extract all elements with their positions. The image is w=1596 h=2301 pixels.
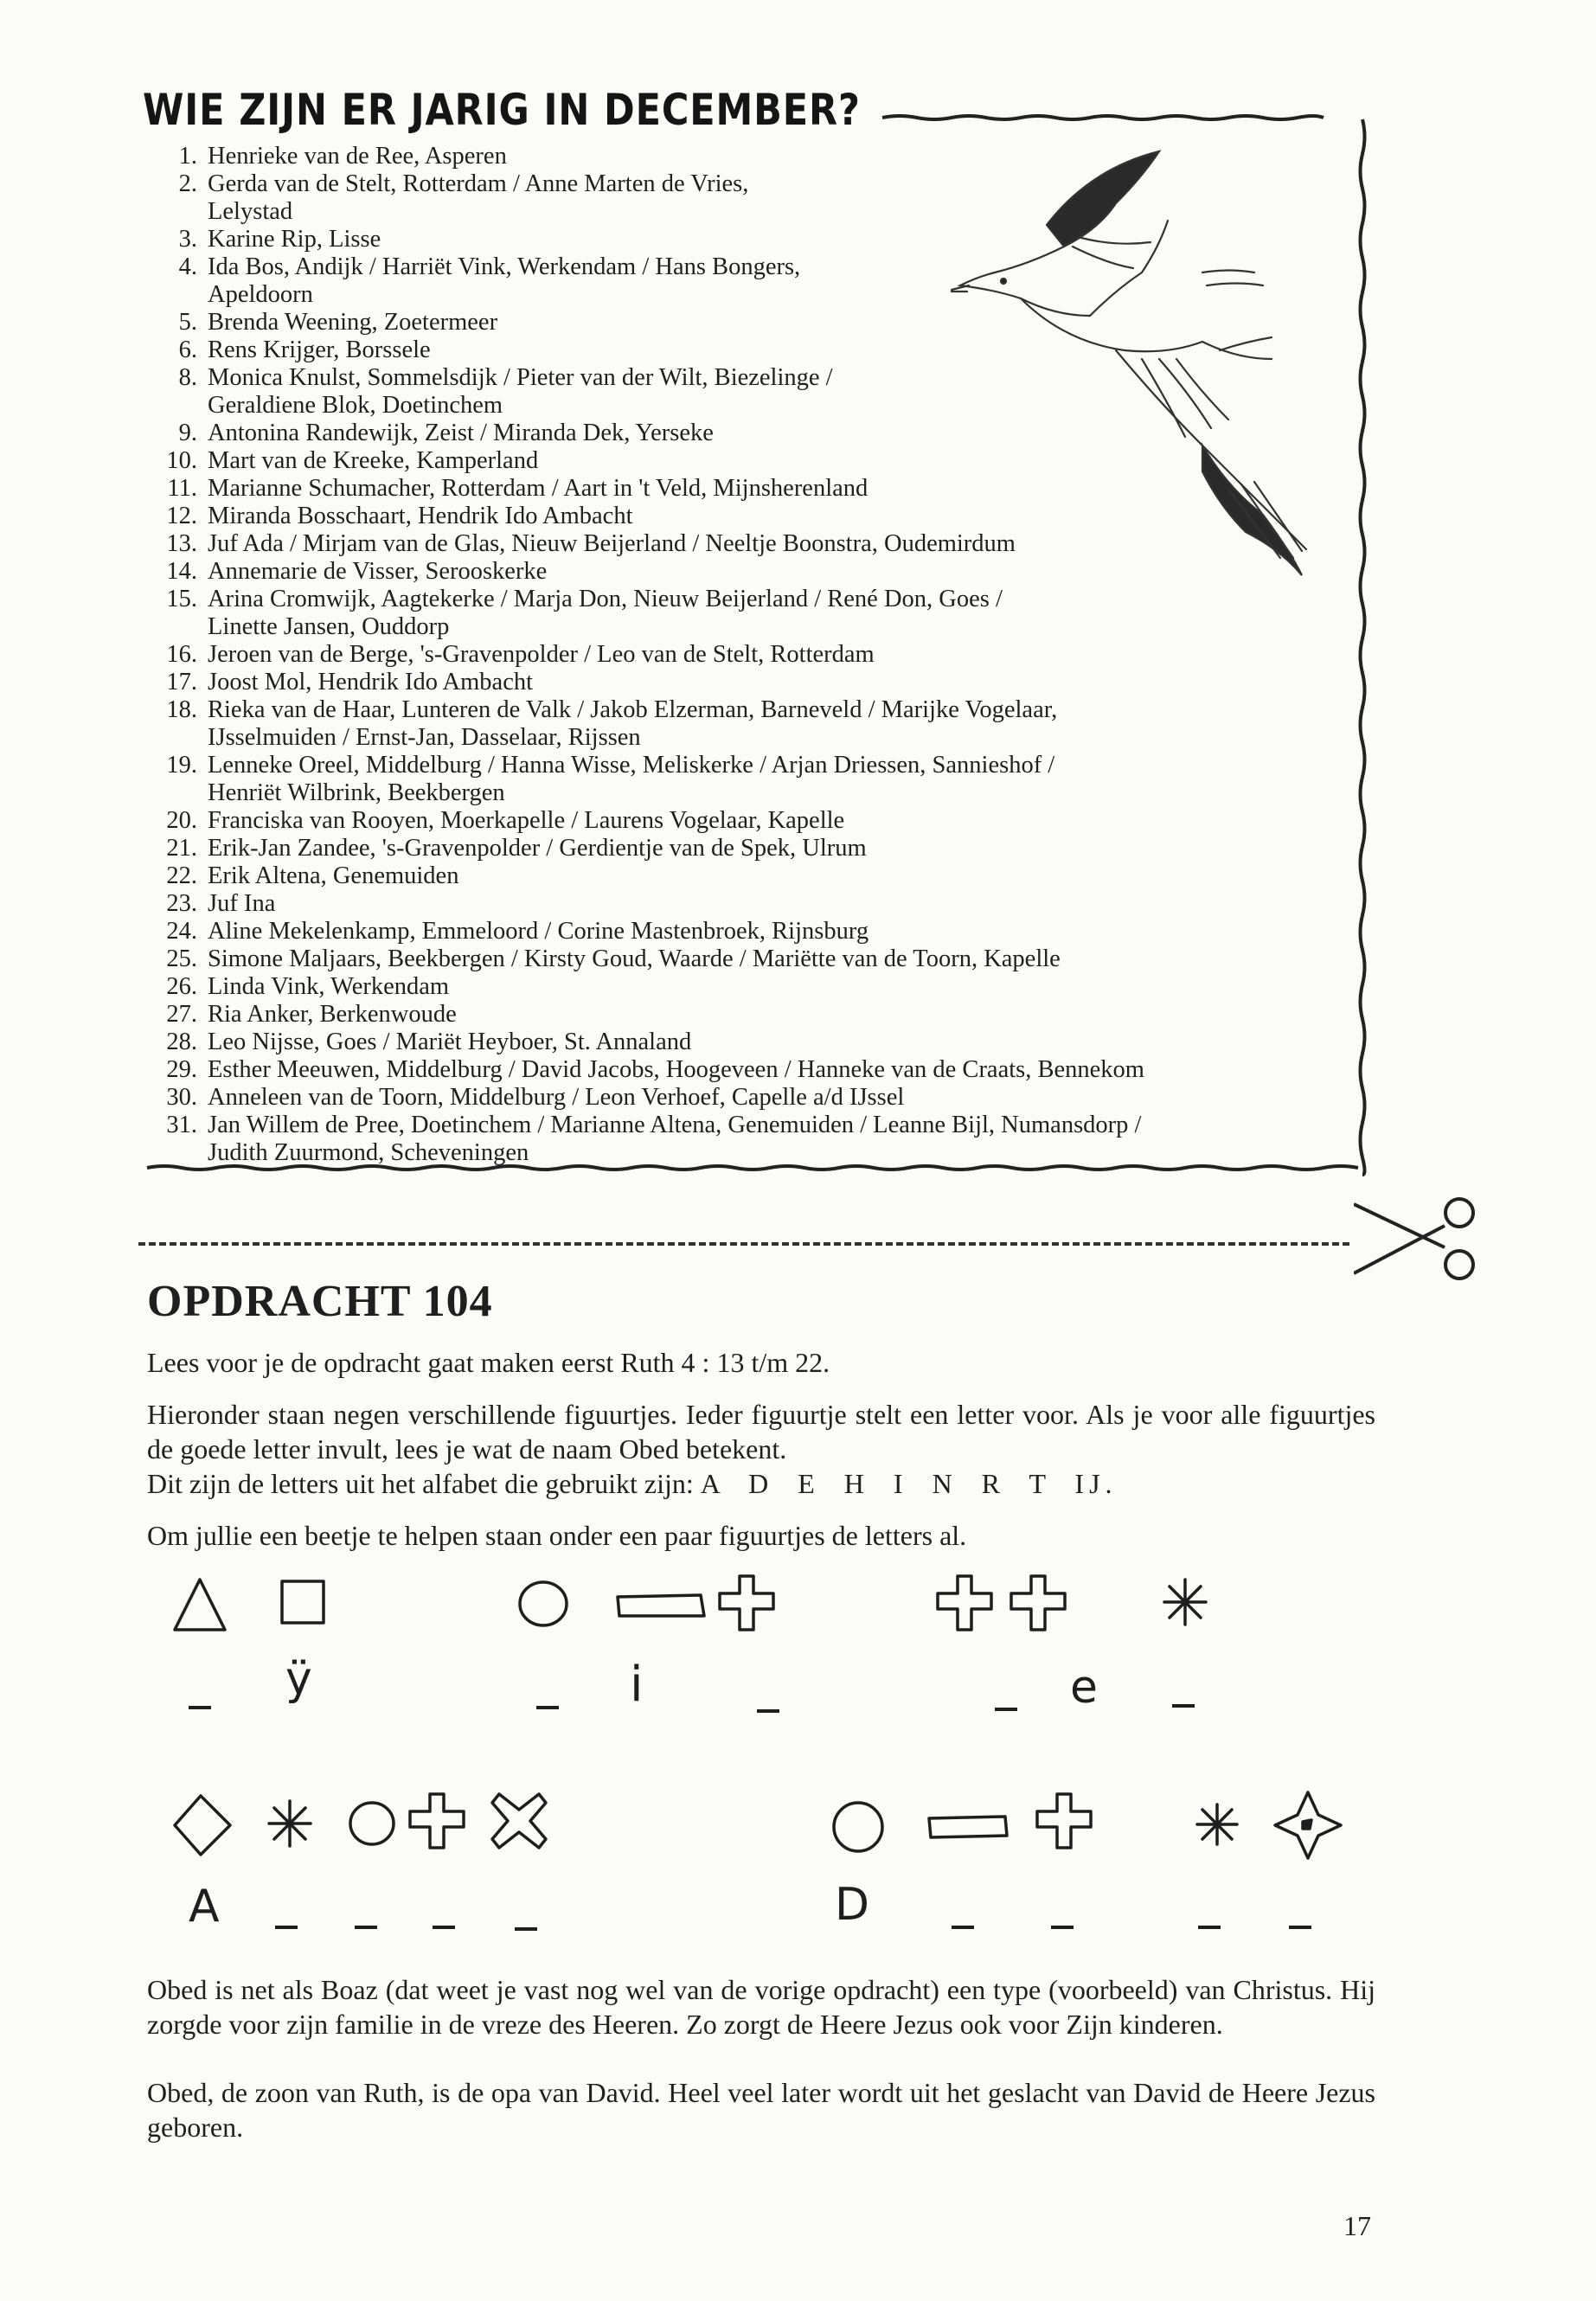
entry-names [208, 835, 1339, 862]
entry-names-continuation: Lelystad [208, 198, 293, 225]
entry-number: 20. [166, 807, 197, 834]
entry-number: 21. [166, 835, 197, 862]
birthday-entry [154, 918, 1339, 945]
entry-names [208, 890, 1339, 918]
birthday-entry [154, 945, 1339, 973]
entry-names-line: Erik-Jan Zandee, 's-Gravenpolder / Gerdientje van de Spek, Ulrum [208, 835, 867, 862]
answer-blank[interactable] [536, 1706, 559, 1709]
answer-blank[interactable] [1051, 1926, 1074, 1929]
birthday-entry [154, 1001, 1339, 1029]
birthday-entry [154, 1029, 1339, 1056]
alphabet-letters: A D E H I N R T IJ. [700, 1468, 1118, 1499]
birthday-entry [154, 752, 1339, 807]
entry-names [208, 1001, 1339, 1029]
birthday-entry [154, 1084, 1339, 1112]
entry-number: 13. [166, 530, 197, 557]
birthday-title: WIE ZIJN ER JARIG IN DECEMBER? [143, 85, 861, 135]
entry-number: 18. [166, 696, 197, 723]
entry-number: 19. [166, 752, 197, 779]
birthday-entry [154, 641, 1339, 669]
entry-names-line: Rieka van de Haar, Lunteren de Valk / Jakob Elzerman, Barneveld / Marijke Vogelaar, [208, 696, 1058, 723]
intro-text: Lees voor je de opdracht gaat maken eerst Ruth 4 : 13 t/m 22. [147, 1347, 830, 1378]
entry-number: 10. [166, 447, 197, 474]
entry-names-line: Joost Mol, Hendrik Ido Ambacht [208, 669, 534, 695]
seagull-illustration [943, 143, 1315, 627]
hint-text: Om jullie een beetje te helpen staan onder een paar figuurtjes de letters al. [147, 1520, 967, 1551]
entry-names [208, 1112, 1339, 1167]
entry-number: 14. [166, 558, 197, 585]
entry-names-continuation: Linette Jansen, Ouddorp [208, 613, 450, 640]
entry-names [208, 1029, 1339, 1056]
triangle-symbol [170, 1574, 230, 1635]
circle-symbol [516, 1576, 571, 1631]
closing-text: Obed is net als Boaz (dat weet je vast nog wel van de vorige opdracht) een type (voorbeeld) van Christus. Hij zorgde voor zijn familie in de vreze des Heeren. Zo zorgt de Heere Jezus ook voor Zijn kinderen. [147, 1974, 1375, 2040]
entry-names-continuation: Judith Zuurmond, Scheveningen [208, 1139, 529, 1166]
entry-names-line: Antonina Randewijk, Zeist / Miranda Dek, Yerseke [208, 420, 714, 446]
birthday-entry [154, 835, 1339, 862]
alphabet-line [147, 1466, 1375, 1501]
entry-names-line: Monica Knulst, Sommelsdijk / Pieter van der Wilt, Biezelinge / [208, 364, 833, 391]
birthday-entry [154, 669, 1339, 696]
entry-names [208, 918, 1339, 945]
answer-blank[interactable] [757, 1709, 779, 1713]
answer-blank[interactable] [189, 1706, 211, 1709]
entry-number: 4. [178, 253, 197, 280]
entry-names [208, 807, 1339, 835]
birthday-entry [154, 696, 1339, 752]
answer-blank[interactable] [1198, 1926, 1221, 1929]
cross-symbol [407, 1791, 467, 1851]
rectangle-symbol [614, 1588, 709, 1623]
entry-number: 2. [178, 170, 197, 197]
entry-names-line: Leo Nijsse, Goes / Mariët Heyboer, St. Annaland [208, 1029, 692, 1055]
answer-blank[interactable] [1172, 1704, 1195, 1708]
entry-number: 30. [166, 1084, 197, 1111]
alphabet-label: Dit zijn de letters uit het alfabet die gebruikt zijn: [147, 1468, 694, 1499]
entry-number: 1. [178, 143, 197, 170]
entry-names-line: Simone Maljaars, Beekbergen / Kirsty Goud, Waarde / Mariëtte van de Toorn, Kapelle [208, 945, 1061, 972]
given-letter-d: D [835, 1879, 870, 1931]
entry-number: 8. [178, 364, 197, 391]
entry-names-line: Juf Ada / Mirjam van de Glas, Nieuw Beijerland / Neeltje Boonstra, Oudemirdum [208, 530, 1016, 557]
entry-names [208, 862, 1339, 890]
entry-number: 5. [178, 309, 197, 336]
entry-names [208, 973, 1339, 1001]
entry-names [208, 1056, 1339, 1084]
square-symbol [277, 1576, 329, 1628]
entry-names-continuation: Geraldiene Blok, Doetinchem [208, 392, 503, 419]
entry-number: 26. [166, 973, 197, 1000]
entry-names [208, 945, 1339, 973]
entry-number: 15. [166, 586, 197, 612]
entry-names-line: Jan Willem de Pree, Doetinchem / Marianne Altena, Genemuiden / Leanne Bijl, Numansdorp / [208, 1112, 1142, 1138]
entry-number: 17. [166, 669, 197, 695]
entry-number: 31. [166, 1112, 197, 1138]
birthday-entry [154, 1112, 1339, 1167]
given-letter-a: A [189, 1881, 220, 1932]
given-letter-i: i [630, 1657, 644, 1713]
given-letter-ij: ÿ [285, 1653, 312, 1705]
diamond-symbol [170, 1791, 235, 1860]
entry-names [208, 752, 1339, 807]
entry-number: 23. [166, 890, 197, 917]
answer-blank[interactable] [515, 1927, 537, 1931]
answer-blank[interactable] [1289, 1926, 1311, 1929]
circle-symbol [829, 1798, 888, 1856]
answer-blank[interactable] [275, 1926, 298, 1929]
entry-names-continuation: Henriët Wilbrink, Beekbergen [208, 779, 505, 806]
entry-names [208, 1084, 1339, 1112]
entry-names-line: Annemarie de Visser, Serooskerke [208, 558, 548, 585]
entry-number: 6. [178, 336, 197, 363]
scissors-icon [1354, 1187, 1492, 1282]
entry-names-continuation: Apeldoorn [208, 281, 313, 308]
rectangle-symbol [926, 1810, 1012, 1844]
entry-names-line: Ria Anker, Berkenwoude [208, 1001, 457, 1028]
answer-blank[interactable] [433, 1926, 455, 1929]
birthday-entry [154, 807, 1339, 835]
outro-text: Obed, de zoon van Ruth, is de opa van David. Heel veel later wordt uit het geslacht van David de Heere Jezus geboren. [147, 2077, 1375, 2143]
entry-names-line: Juf Ina [208, 890, 276, 917]
cross-symbol [716, 1573, 777, 1633]
entry-number: 25. [166, 945, 197, 972]
entry-number: 3. [178, 226, 197, 253]
entry-number: 11. [167, 475, 197, 502]
circle-symbol [346, 1798, 398, 1849]
birthday-entry [154, 1056, 1339, 1084]
birthday-entry [154, 973, 1339, 1001]
entry-names-line: Arina Cromwijk, Aagtekerke / Marja Don, Nieuw Beijerland / René Don, Goes / [208, 586, 1003, 612]
star-diamond-symbol [1272, 1789, 1344, 1862]
birthday-entry [154, 890, 1339, 918]
entry-names-line: Karine Rip, Lisse [208, 226, 381, 253]
answer-blank[interactable] [952, 1926, 974, 1929]
entry-number: 28. [166, 1029, 197, 1055]
entry-names-line: Brenda Weening, Zoetermeer [208, 309, 498, 336]
instructions-text: Hieronder staan negen verschillende figuurtjes. Ieder figuurtje stelt een letter voor. Als je voor alle figuurtjes de goede letter invult, lees je wat de naam Obed betekent. [147, 1399, 1375, 1465]
answer-blank[interactable] [355, 1926, 377, 1929]
entry-names-line: Jeroen van de Berge, 's-Gravenpolder / Leo van de Stelt, Rotterdam [208, 641, 875, 668]
entry-names-line: Erik Altena, Genemuiden [208, 862, 459, 889]
entry-number: 27. [166, 1001, 197, 1028]
task-title: OPDRACHT 104 [147, 1277, 493, 1326]
entry-number: 22. [166, 862, 197, 889]
entry-names-line: Ida Bos, Andijk / Harriët Vink, Werkendam / Hans Bongers, [208, 253, 801, 280]
x-cross-symbol [489, 1791, 549, 1851]
entry-number: 12. [166, 503, 197, 529]
entry-names-line: Gerda van de Stelt, Rotterdam / Anne Marten de Vries, [208, 170, 749, 197]
given-letter-e: e [1070, 1662, 1098, 1714]
entry-names-line: Anneleen van de Toorn, Middelburg / Leon Verhoef, Capelle a/d IJssel [208, 1084, 905, 1111]
entry-names-continuation: IJsselmuiden / Ernst-Jan, Dasselaar, Rijssen [208, 724, 641, 751]
entry-number: 16. [166, 641, 197, 668]
entry-names-line: Marianne Schumacher, Rotterdam / Aart in 't Veld, Mijnsherenland [208, 475, 869, 502]
entry-number: 9. [178, 420, 197, 446]
answer-blank[interactable] [995, 1708, 1017, 1711]
birthday-entry [154, 862, 1339, 890]
entry-names-line: Rens Krijger, Borssele [208, 336, 431, 363]
entry-names-line: Aline Mekelenkamp, Emmeloord / Corine Mastenbroek, Rijnsburg [208, 918, 869, 945]
cut-line [138, 1242, 1349, 1246]
asterisk-symbol [1194, 1801, 1240, 1848]
entry-names [208, 696, 1339, 752]
cross-symbol [934, 1573, 995, 1633]
entry-names-line: Esther Meeuwen, Middelburg / David Jacobs, Hoogeveen / Hanneke van de Craats, Bennekom [208, 1056, 1144, 1083]
entry-names-line: Mart van de Kreeke, Kamperland [208, 447, 539, 474]
entry-names [208, 641, 1339, 669]
entry-number: 24. [166, 918, 197, 945]
entry-number: 29. [166, 1056, 197, 1083]
entry-names-line: Miranda Bosschaart, Hendrik Ido Ambacht [208, 503, 633, 529]
cross-symbol [1008, 1573, 1068, 1633]
page-number: 17 [1343, 2210, 1371, 2241]
entry-names-line: Linda Vink, Werkendam [208, 973, 450, 1000]
cross-symbol [1034, 1791, 1094, 1851]
asterisk-symbol [264, 1798, 316, 1849]
asterisk-symbol [1159, 1576, 1211, 1628]
entry-names [208, 669, 1339, 696]
entry-names-line: Lenneke Oreel, Middelburg / Hanna Wisse, Meliskerke / Arjan Driessen, Sannieshof / [208, 752, 1055, 779]
entry-names-line: Henrieke van de Ree, Asperen [208, 143, 507, 170]
entry-names-line: Franciska van Rooyen, Moerkapelle / Laurens Vogelaar, Kapelle [208, 807, 845, 834]
